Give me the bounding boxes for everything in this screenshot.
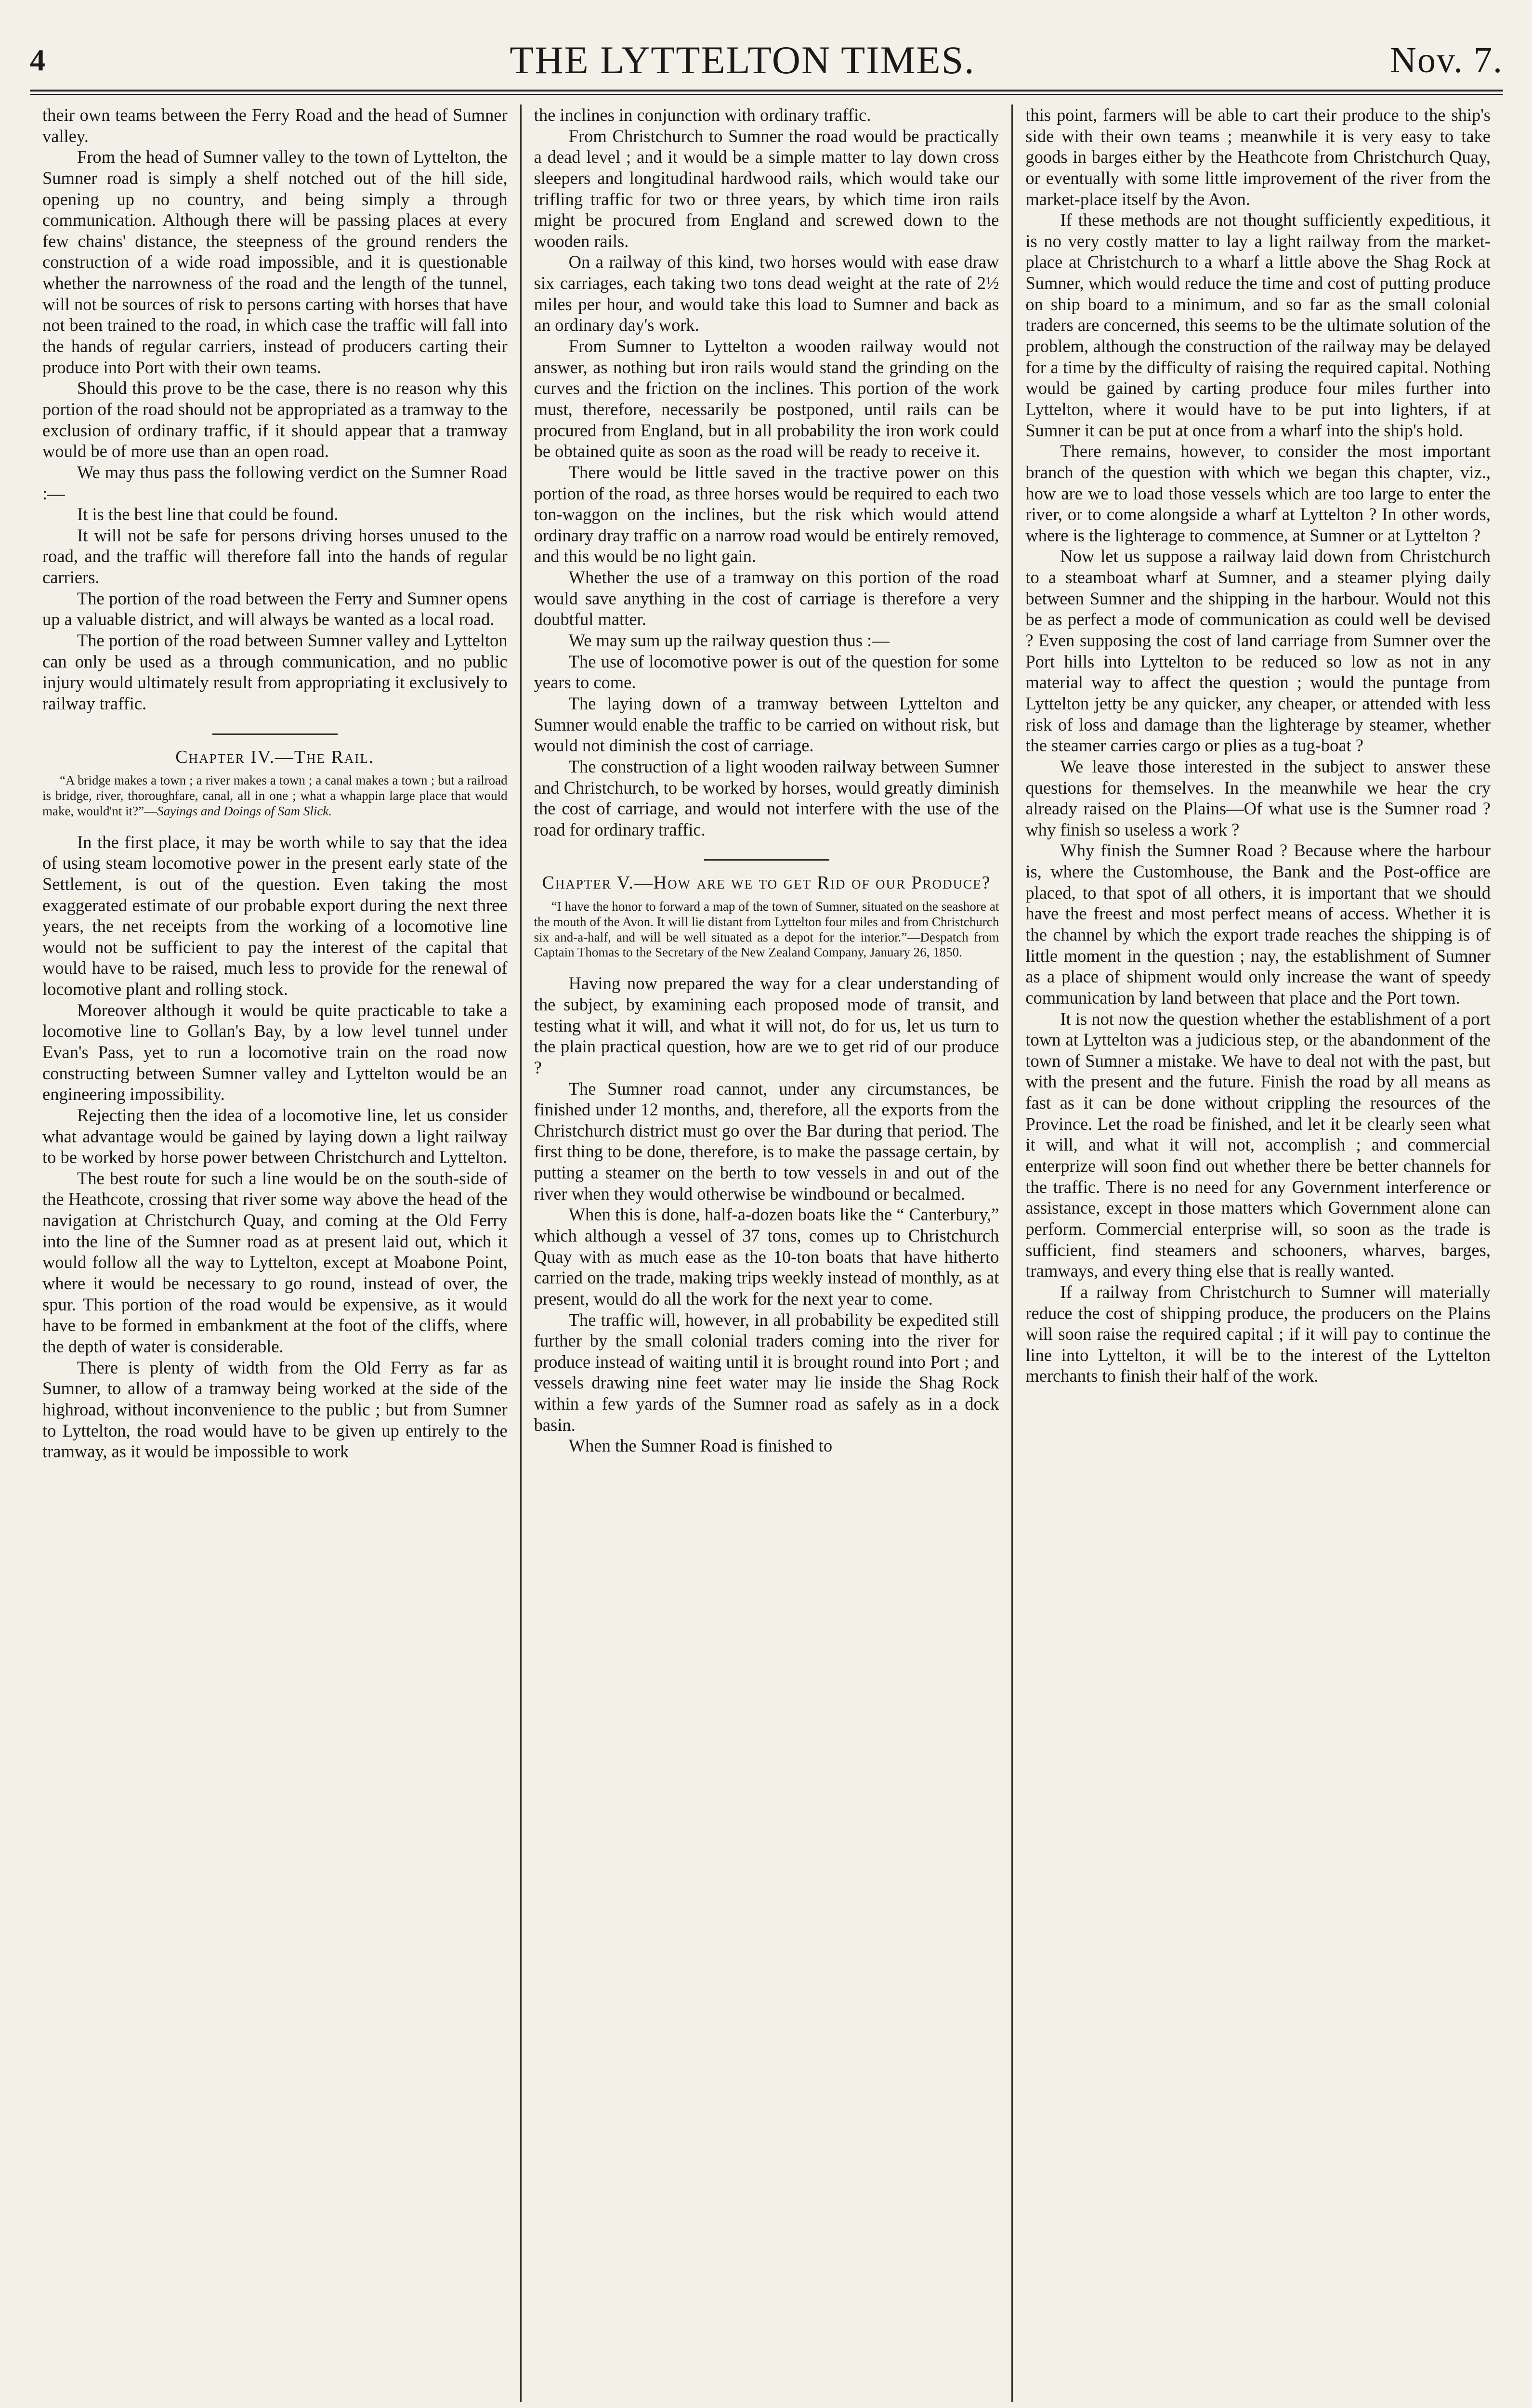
paragraph: It is not now the question whether the establishment of a port town at Lyttelton was a judicious step, or the abandonment of the town of Sumner a mistake. We have to deal not with the past, but with the present and the future. Finish the road by all means as fast as it can be done without crippling the resources of the Province. Let the road be finished, and let it be clearly seen what it will, and what it will not, accomplish ; and commercial enterprize will soon find out whether there be better channels for the traffic. There is no need for any Government interference or assistance, except in those matters which Government alone can perform. Commercial enterprise will, so soon as the trade is sufficient, find steamers and schooners, wharves, barges, tramways, and every thing else that is really wanted. <box>1025 1008 1491 1281</box>
paragraph: There remains, however, to consider the most important branch of the question with which we began this chapter, viz., how are we to load those vessels which are too large to enter the river, or to come alongside a wharf at Lyttelton ? In other words, where is the lighterage to commence, at Sumner or at Lyttelton ? <box>1025 441 1491 545</box>
paragraph: The traffic will, however, in all probability be expedited still further by the small colonial traders coming into the river for produce instead of waiting until it is brought round into Port ; and vessels drawing nine feet water may lie inside the Shag Rock within a few yards of the Sumner road as safely as in a dock basin. <box>534 1309 999 1435</box>
paragraph: It will not be safe for persons driving horses unused to the road, and the traffic will therefore fall into the hands of regular carriers. <box>42 525 508 588</box>
paragraph: Whether the use of a tramway on this portion of the road would save anything in the cost of carriage is therefore a very doubtful matter. <box>534 567 999 629</box>
paragraph: The use of locomotive power is out of the question for some years to come. <box>534 651 999 693</box>
paragraph: From the head of Sumner valley to the town of Lyttelton, the Sumner road is simply a shelf notched out of the hill side, opening up no country, and being simply a through communication. Although there will be passing places at every few chains' distance, the steepness of the ground renders the construction of a wide road impossible, and it is questionable whether the narrowness of the road and the length of the tunnel, will not be sources of risk to persons carting with horses that have not been trained to the road, in which case the traffic will fall into the hands of regular carriers, instead of producers carting their produce into Port with their own teams. <box>42 147 508 377</box>
chapter-divider <box>704 859 829 861</box>
paragraph: Should this prove to be the case, there is no reason why this portion of the road should not be appropriated as a tramway to the exclusion of ordinary traffic, if it should appear that a tramway would be of more use than an open road. <box>42 378 508 461</box>
paragraph: Now let us suppose a railway laid down from Christchurch to a steamboat wharf at Sumner, and a steamer plying daily between Sumner and the shipping in the harbour. Would not this be as perfect a mode of communication as could well be devised ? Even supposing the cost of land carriage from Sumner over the Port hills into Lyttelton to be reduced so low as not in any material way to affect the question ; would the puntage from Lyttelton jetty be any quicker, any cheaper, or attended with less risk of loss and damage than the lighterage by steamer, whether the steamer carries cargo or plies as a tug-boat ? <box>1025 546 1491 756</box>
paragraph: From Christchurch to Sumner the road would be practically a dead level ; and it would be a simple matter to lay down cross sleepers and longitudinal hardwood rails, which would take our trifling traffic for two or three years, by which time iron rails might be procured from England and screwed down to the wooden rails. <box>534 126 999 251</box>
epigraph-quote: “I have the honor to forward a map of the town of Sumner, situated on the seashore at the mouth of the Avon. It will lie distant from Lyttelton four miles and from Christchurch six and-a-half, and will be well situated as a depot for the interior.”—Despatch from Captain Thomas to the Secretary of the New Zealand Company, January 26, 1850. <box>534 899 999 960</box>
paragraph: this point, farmers will be able to cart their produce to the ship's side with their own teams ; meanwhile it is very easy to take goods in barges either by the Heathcote from Christchurch Quay, or eventually with some little improvement of the river from the market-place itself by the Avon. <box>1025 105 1491 209</box>
article-columns <box>30 105 1503 2402</box>
paragraph: On a railway of this kind, two horses would with ease draw six carriages, each taking two tons dead weight at the rate of 2½ miles per hour, and would take this load to Sumner and back as an ordinary day's work. <box>534 252 999 335</box>
column-1 <box>30 105 520 2402</box>
paragraph: It is the best line that could be found. <box>77 504 339 524</box>
paragraph: From Sumner to Lyttelton a wooden railway would not answer, as nothing but iron rails would stand the grinding on the curves and the friction on the inclines. This portion of the work must, therefore, necessarily be postponed, until rails can be procured from England, but in all probability the iron work could be obtained quite as soon as the road will be ready to receive it. <box>534 336 999 461</box>
chapter-epigraph <box>534 899 999 960</box>
paragraph: We may thus pass the following verdict on the Sumner Road :— <box>42 462 508 503</box>
paragraph: When this is done, half-a-dozen boats like the “ Canterbury,” which although a vessel of 37 tons, comes up to Christchurch Quay with as much ease as the 10-ton boats that have hitherto carried on the trade, making trips weekly instead of monthly, as at present, would do all the work for the next year to come. <box>534 1204 999 1309</box>
chapter-heading: Chapter V.—How are we to get Rid of our Produce? <box>542 873 991 893</box>
paragraph: The portion of the road between the Ferry and Sumner opens up a valuable district, and will always be wanted as a local road. <box>42 588 508 629</box>
paragraph: Why finish the Sumner Road ? Because where the harbour is, where the Customhouse, the Bank and the Post-office are placed, to that spot of all others, it is important that we should have the freest and most perfect means of access. Whether it is the channel by which the export trade reaches the shipping is of little moment in the question ; nay, the establishment of Sumner as a place of shipment would only increase the want of speedy communication by land between that place and the Port town. <box>1025 840 1491 1008</box>
issue-date: Nov. 7. <box>1390 39 1503 80</box>
paragraph: There is plenty of width from the Old Ferry as far as Sumner, to allow of a tramway being worked at the side of the highroad, without inconvenience to the public ; but from Sumner to Lyttelton, the road would have to be given up entirely to the tramway, as it would be impossible to work <box>42 1357 508 1462</box>
column-3 <box>1011 105 1503 2402</box>
paragraph: We leave those interested in the subject to answer these questions for themselves. In the meanwhile we hear the cry already raised on the Plains—Of what use is the Sumner road ? why finish so useless a work ? <box>1025 756 1491 839</box>
paragraph: Moreover although it would be quite practicable to take a locomotive line to Gollan's Bay, by a low level tunnel under Evan's Pass, yet to run a locomotive train on the road now constructing between Sumner valley and Lyttelton would be an engineering impossibility. <box>42 1000 508 1104</box>
paragraph: The portion of the road between Sumner valley and Lyttelton can only be used as a through communication, and no public injury would ultimately result from appropriating it exclusively to railway traffic. <box>42 630 508 713</box>
chapter-heading: Chapter IV.—The Rail. <box>175 746 375 767</box>
newspaper-title: THE LYTTELTON TIMES. <box>510 38 975 82</box>
paragraph: The best route for such a line would be on the south-side of the Heathcote, crossing that river some way above the head of the navigation at Christchurch Quay, and coming at the Old Ferry into the line of the Sumner road as at present laid out, which it would follow all the way to Lyttelton, except at Moabone Point, where it would be necessary to go round, instead of over, the spur. This portion of the road would be expensive, as it would have to be formed in embankment at the foot of the cliffs, where the depth of water is considerable. <box>42 1168 508 1356</box>
paragraph: When the Sumner Road is finished to <box>568 1436 833 1456</box>
paragraph: their own teams between the Ferry Road and the head of Sumner valley. <box>42 105 508 146</box>
column-2 <box>520 105 1012 2402</box>
paragraph: The laying down of a tramway between Lyttelton and Sumner would enable the traffic to be carried on without risk, but would not diminish the cost of carriage. <box>534 693 999 756</box>
masthead <box>30 34 1503 87</box>
chapter-epigraph <box>42 773 508 819</box>
paragraph: In the first place, it may be worth while to say that the idea of using steam locomotive power in the present early state of the Settlement, is out of the question. Even taking the most exaggerated estimate of our probable export during the next three years, the net receipts from the working of a locomotive line would not be sufficient to pay the interest of the capital that would have to be raised, much less to provide for the renewal of locomotive plant and rolling stock. <box>42 832 508 999</box>
paragraph: There would be little saved in the tractive power on this portion of the road, as three horses would be required to each two ton-waggon on the inclines, but the risk which would attend ordinary dray traffic on a narrow road would be entirely removed, and this would be no light gain. <box>534 462 999 566</box>
paragraph: If a railway from Christchurch to Sumner will materially reduce the cost of shipping produce, the producers on the Plains will soon raise the required capital ; if it will pay to continue the line into Lyttelton, it will be to the interest of the Lyttelton merchants to finish their half of the work. <box>1025 1282 1491 1386</box>
masthead-rule <box>30 90 1503 95</box>
paragraph: Rejecting then the idea of a locomotive line, let us consider what advantage would be gained by laying down a light railway to be worked by horse power between Christchurch and Lyttelton. <box>42 1105 508 1167</box>
epigraph-source: Sayings and Doings of Sam Slick. <box>157 803 332 818</box>
paragraph: We may sum up the railway question thus :— <box>568 630 890 651</box>
page-number: 4 <box>30 43 45 77</box>
paragraph: Having now prepared the way for a clear understanding of the subject, by examining each proposed mode of transit, and testing what it will, and what it will not, do for us, let us turn to the plain practical question, how are we to get rid of our produce ? <box>534 973 999 1077</box>
epigraph-quote: “A bridge makes a town ; a river makes a town ; a canal makes a town ; but a railroad is bridge, river, thoroughfare, canal, all in one ; what a whappin large place that would make, would'nt it?”— <box>42 773 508 818</box>
paragraph: the inclines in conjunction with ordinary traffic. <box>534 105 871 125</box>
chapter-divider <box>212 733 338 735</box>
paragraph: The Sumner road cannot, under any circumstances, be finished under 12 months, and, therefore, all the exports from the Christchurch district must go over the Bar during that period. The first thing to be done, therefore, is to make the passage certain, by putting a steamer on the berth to tow vessels in and out of the river when they would otherwise be windbound or becalmed. <box>534 1078 999 1204</box>
paragraph: The construction of a light wooden railway between Sumner and Christchurch, to be worked by horses, would greatly diminish the cost of carriage, and would not interfere with the use of the road for ordinary traffic. <box>534 756 999 839</box>
paragraph: If these methods are not thought sufficiently expeditious, it is no very costly matter to lay a light railway from the market-place at Christchurch to a wharf a little above the Shag Rock at Sumner, which would reduce the time and cost of putting produce on ship board to a minimum, and so far as the small colonial traders are concerned, this seems to be the ultimate solution of the problem, although the construction of the railway may be delayed for a time by the difficulty of raising the required capital. Nothing would be gained by carting produce four miles further into Lyttelton, where it would have to be put into lighters, if at Sumner it can be put at once from a wharf into the ship's hold. <box>1025 210 1491 440</box>
